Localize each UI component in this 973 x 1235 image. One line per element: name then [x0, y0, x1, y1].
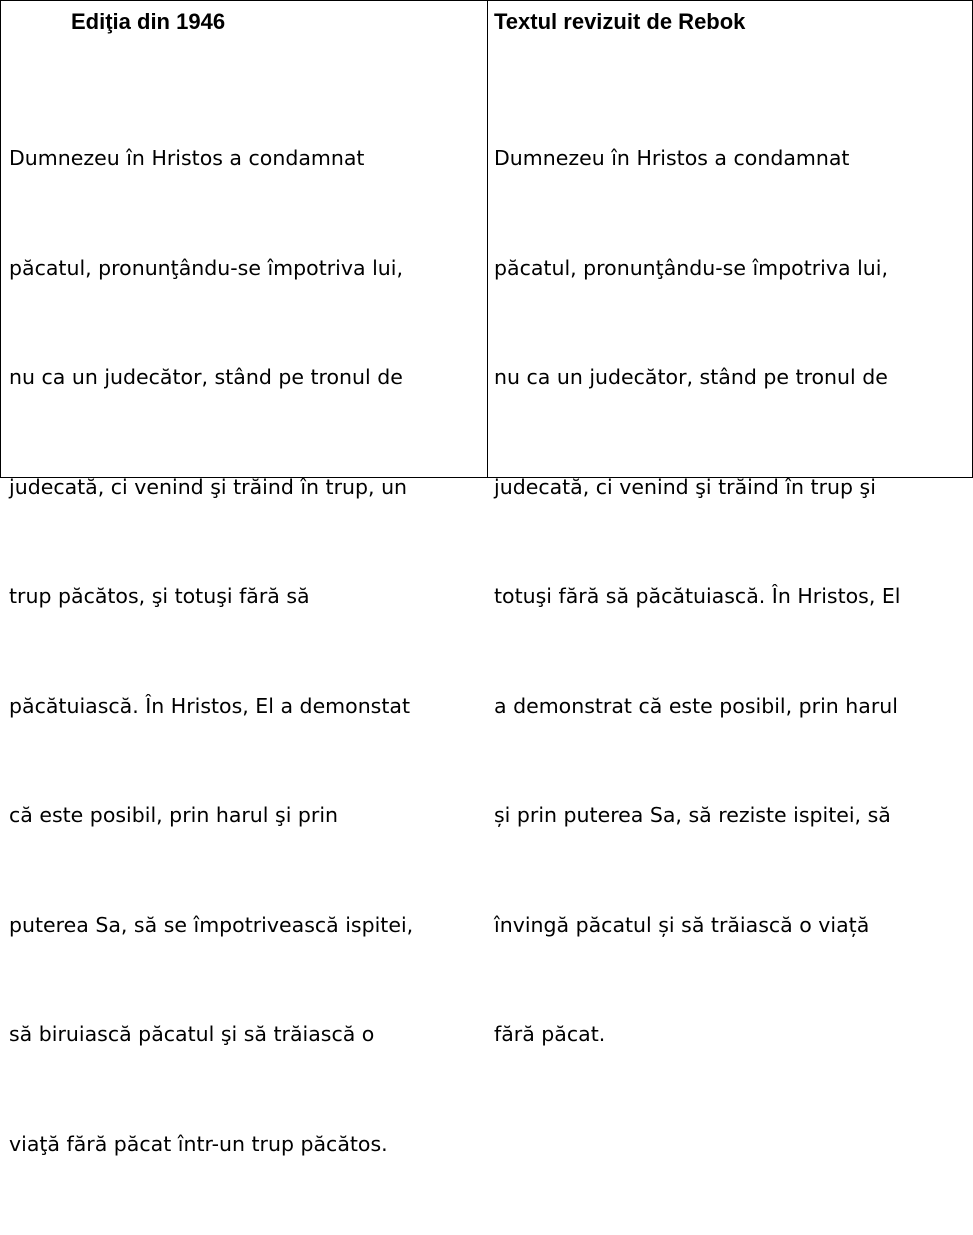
- text-line: învingă păcatul și să trăiască o viață: [494, 912, 870, 937]
- text-line: păcatul, pronunţându-se împotriva lui,: [9, 255, 403, 280]
- column-revised-text: [488, 1, 972, 1046]
- text-line: judecată, ci venind şi trăind în trup, un: [9, 474, 408, 499]
- text-line: viaţă fără păcat într-un trup păcătos.: [9, 1131, 388, 1156]
- text-line: păcatul, pronunţându-se împotriva lui,: [494, 255, 888, 280]
- column-edition-1946: [1, 1, 488, 1156]
- text-line: puterea Sa, să se împotrivească ispitei,: [9, 912, 414, 937]
- text-line: că este posibil, prin harul şi prin: [9, 803, 339, 827]
- text-line: judecată, ci venind şi trăind în trup şi: [494, 474, 876, 499]
- column-heading: Textul revizuit de Rebok: [494, 9, 746, 34]
- text-line: Dumnezeu în Hristos a condamnat: [494, 146, 850, 170]
- text-line: Dumnezeu în Hristos a condamnat: [9, 146, 365, 170]
- column-body-text: [9, 67, 413, 1235]
- text-line: fără păcat.: [494, 1022, 606, 1046]
- text-line: nu ca un judecător, stând pe tronul de: [9, 365, 403, 389]
- text-line: nu ca un judecător, stând pe tronul de: [494, 365, 888, 389]
- column-heading: Ediţia din 1946: [71, 9, 226, 34]
- text-line: a demonstrat că este posibil, prin harul: [494, 693, 898, 718]
- text-line: și prin puterea Sa, să reziste ispitei, să: [494, 803, 891, 827]
- text-line: să biruiască păcatul şi să trăiască o: [9, 1022, 375, 1046]
- column-body-text: [494, 67, 901, 1126]
- text-line: totuşi fără să păcătuiască. În Hristos, El: [494, 584, 901, 608]
- text-line: trup păcătos, şi totuşi fără să: [9, 584, 310, 608]
- text-line: păcătuiască. În Hristos, El a demonstat: [9, 693, 411, 718]
